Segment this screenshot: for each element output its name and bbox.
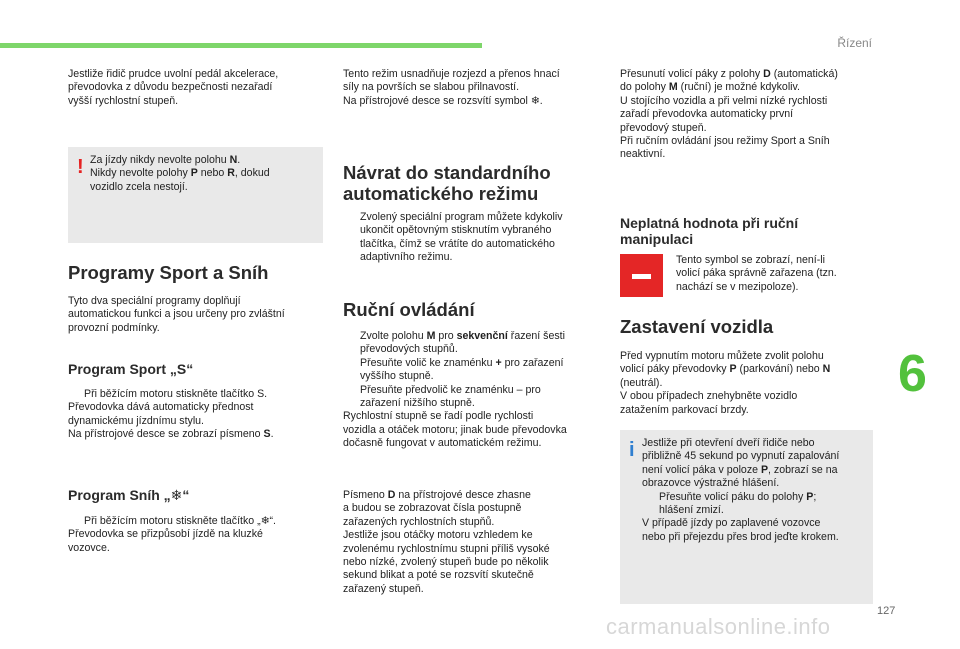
heading-snow: Program Sníh „❄“ [68,487,190,503]
heading-programs: Programy Sport a Sníh [68,262,269,283]
invalid-value-block [620,254,876,302]
heading-manual: Ruční ovládání [343,299,475,320]
sport-text: Při běžícím motoru stiskněte tlačítko S. Převodovka dává automaticky přednost dynamickému jízdnímu stylu. Na přístrojové desce se zobrazí písmeno S. [68,388,274,441]
move-lever-text: Přesunutí volicí páky z polohy D (automatická) do polohy M (ruční) je možné kdykoliv. U stojícího vozidla a při velmi nízké rychlosti zařadí převodovka automaticky první převodový stupeň. Při ručním ovládání jsou režimy Sport a Sníh neaktivní. [620,68,838,161]
stop-text: Před vypnutím motoru můžete zvolit polohu volicí páky převodovky P (parkování) nebo N (neutrál). V obou případech znehybněte vozidlo zatažením parkovací brzdy. [620,350,831,416]
heading-stop-vehicle: Zastavení vozidla [620,316,774,337]
watermark: carmanualsonline.info [606,614,831,639]
warning-icon: ! [77,156,84,178]
invalid-gear-symbol-icon [620,254,663,297]
header-accent-bar [0,43,482,48]
info-text: Jestliže při otevření dveří řidiče nebo přibližně 45 sekund po vypnutí zapalování není volicí páka v poloze P, zobrazí se na obrazovce výstražné hlášení. Přesuňte volicí páku do polohy P; hlášení zmizí. V případě jízdy po zaplavené vozovce nebo při přejezdu přes brod jeďte krokem. [642,437,840,543]
snow-text: Při běžícím motoru stiskněte tlačítko „❄“. Převodovka se přizpůsobí jízdě na kluzké vozovce. [68,515,276,554]
invalid-value-text: Tento symbol se zobrazí, není-li volicí páka správně zařazena (tzn. nachází se v mezipoloze). [676,254,837,293]
return-item: Zvolený speciální program můžete kdykoliv ukončit opětovným stisknutím vybraného tlačítka, čímž se vrátíte do automatického adaptivního režimu. [360,211,563,264]
warning-note [68,147,323,243]
programs-text: Tyto dva speciální programy doplňují automatickou funkci a jsou určeny pro zvláštní provozní podmínky. [68,295,285,334]
heading-return-auto: Návrat do standardního automatického režimu [343,162,551,204]
heading-sport: Program Sport „S“ [68,361,194,377]
section-label: Řízení [837,36,872,50]
manual-items: Zvolte polohu M pro sekvenční řazení šesti převodových stupňů. Přesuňte volič ke znaménku + pro zařazení vyššího stupně. Přesuňte předvolič ke znaménku – pro zařazení nižšího stupně. Rychlostní stupně se řadí podle rychlosti vozidla a otáček motoru; jinak bude převodovka dočasně fungovat v automatickém režimu. [343,330,567,450]
page-number: 127 [877,605,896,617]
display-text: Písmeno D na přístrojové desce zhasne a budou se zobrazovat čísla postupně zařazených rychlostních stupňů. Jestliže jsou otáčky motoru vzhledem ke zvolenému rychlostnímu stupni příliš vysoké nebo nízké, zvolený stupeň bude po několik sekund blikat a poté se rozsvítí skutečně zařazený stupeň. [343,489,550,595]
snow-mode-text: Tento režim usnadňuje rozjezd a přenos hnací síly na površích se slabou přilnavostí. Na přístrojové desce se rozsvítí symbol ❄. [343,68,560,107]
chapter-number: 6 [898,345,927,403]
warning-text: Za jízdy nikdy nevolte polohu N. Nikdy nevolte polohy P nebo R, dokud vozidlo zcela nestojí. [90,154,270,193]
intro-text: Jestliže řidič prudce uvolní pedál akcelerace, převodovka z důvodu bezpečnosti nezařadí vyšší rychlostní stupeň. [68,68,279,107]
info-note [620,430,873,604]
heading-invalid-value: Neplatná hodnota při ruční manipulaci [620,215,799,247]
info-icon: i [629,439,635,461]
